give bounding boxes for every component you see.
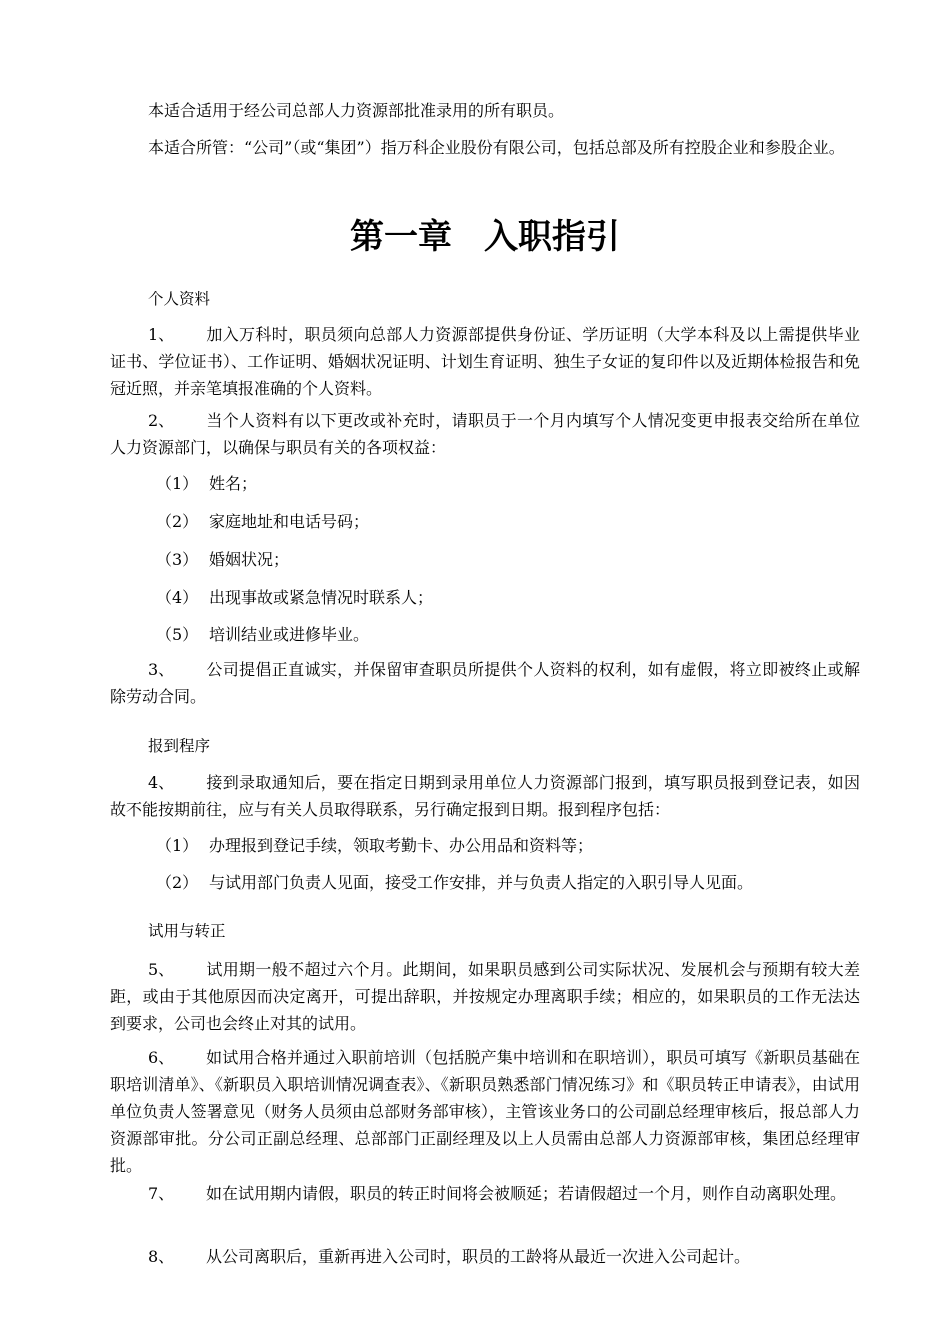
list-item [110,1044,860,1179]
sub-item-text: 姓名； [209,474,258,493]
item-text: 当个人资料有以下更改或补充时，请职员于一个月内填写个人情况变更申报表交给所在单位人力资源部门，以确保与职员有关的各项权益： [110,411,860,457]
sub-list-item [110,546,860,573]
sub-item-number: （2） [156,873,199,892]
list-item [110,769,860,823]
item-number: 6、 [148,1048,175,1067]
section-heading-personal-info: 个人资料 [148,290,211,308]
item-text: 公司提倡正直诚实，并保留审查职员所提供个人资料的权利，如有虚假，将立即被终止或解除劳动合同。 [110,660,860,706]
sub-item-number: （1） [156,474,199,493]
sub-list-item [110,869,860,896]
item-text: 加入万科时，职员须向总部人力资源部提供身份证、学历证明（大学本科及以上需提供毕业证书、学位证书）、工作证明、婚姻状况证明、计划生育证明、独生子女证的复印件以及近期体检报告和免冠近照，并亲笔填报准确的个人资料。 [110,325,860,398]
list-item [110,1180,860,1207]
chapter-heading [110,213,860,261]
item-number: 1、 [148,325,175,344]
sub-item-text: 婚姻状况； [209,550,290,569]
section-heading-check-in: 报到程序 [148,737,211,755]
sub-item-text: 与试用部门负责人见面，接受工作安排，并与负责人指定的入职引导人见面。 [209,873,754,892]
section-heading-probation: 试用与转正 [148,922,226,940]
sub-item-text: 办理报到登记手续，领取考勤卡、办公用品和资料等； [209,836,594,855]
list-item [110,407,860,461]
chapter-title: 入职指引 [484,217,620,257]
sub-list-item [110,621,860,648]
sub-item-text: 出现事故或紧急情况时联系人； [209,588,434,607]
list-item [110,1243,860,1270]
sub-list-item [110,470,860,497]
item-text: 从公司离职后，重新再进入公司时，职员的工龄将从最近一次进入公司起计。 [206,1247,751,1266]
item-number: 5、 [148,960,175,979]
item-number: 7、 [148,1184,175,1203]
list-item [110,956,860,1037]
item-text: 如在试用期内请假，职员的转正时间将会被顺延；若请假超过一个月，则作自动离职处理。 [206,1184,847,1203]
item-number: 8、 [148,1247,175,1266]
item-text: 试用期一般不超过六个月。此期间，如果职员感到公司实际状况、发展机会与预期有较大差距，或由于其他原因而决定离开，可提出辞职，并按规定办理离职手续；相应的，如果职员的工作无法达到要求，公司也会终止对其的试用。 [110,960,860,1033]
sub-item-number: （2） [156,512,199,531]
sub-list-item [110,832,860,859]
chapter-number: 第一章 [350,217,452,257]
sub-item-number: （5） [156,625,199,644]
item-number: 2、 [148,411,175,430]
item-text: 接到录取通知后，要在指定日期到录用单位人力资源部门报到，填写职员报到登记表，如因故不能按期前往，应与有关人员取得联系，另行确定报到日期。报到程序包括： [110,773,860,819]
intro-paragraph-1: 本适合适用于经公司总部人力资源部批准录用的所有职员。 [148,101,565,120]
item-number: 4、 [148,773,175,792]
sub-list-item [110,508,860,535]
sub-item-text: 家庭地址和电话号码； [209,512,370,531]
list-item [110,656,860,710]
list-item [110,321,860,402]
sub-item-text: 培训结业或进修毕业。 [209,625,370,644]
sub-item-number: （1） [156,836,199,855]
item-number: 3、 [148,660,175,679]
sub-item-number: （3） [156,550,199,569]
sub-item-number: （4） [156,588,199,607]
item-text: 如试用合格并通过入职前培训（包括脱产集中培训和在职培训），职员可填写《新职员基础在职培训清单》、《新职员入职培训情况调查表》、《新职员熟悉部门情况练习》和《职员转正申请表》，由试用单位负责人签署意见（财务人员须由总部财务部审核），主管该业务口的公司副总经理审核后，报总部人力资源部审批。分公司正副总经理、总部部门正副经理及以上人员需由总部人力资源部审核，集团总经理审批。 [110,1048,860,1175]
intro-paragraph-2: 本适合所管：“公司”（或“集团”）指万科企业股份有限公司，包括总部及所有控股企业和参股企业。 [148,138,845,157]
sub-list-item [110,584,860,611]
